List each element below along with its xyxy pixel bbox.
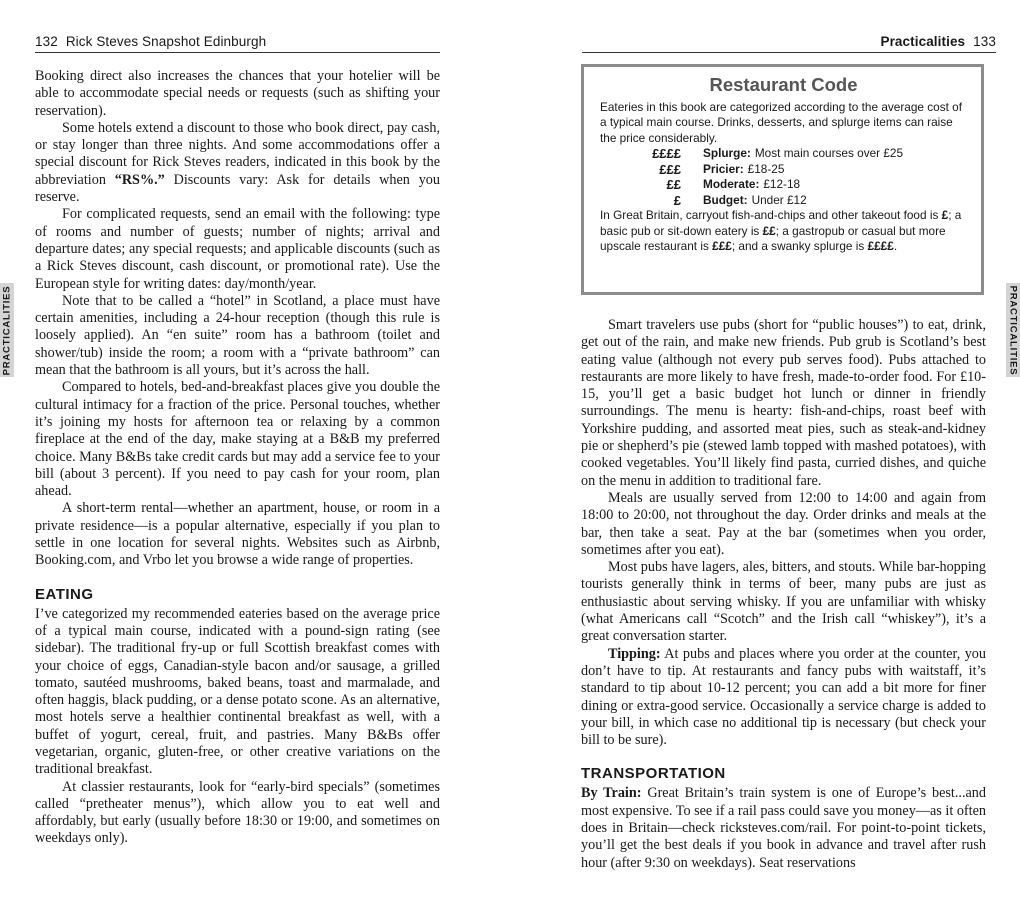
sidebar-outro xyxy=(600,208,967,255)
transportation-heading: TRANSPORTATION xyxy=(581,765,726,783)
price-symbol: £ xyxy=(673,192,681,208)
paragraph: I’ve categorized my recommended eateries based on the average price of a typical main course, indicated with a pound-sign rating (see sidebar). The traditional fry-up or full Scottish breakfast comes with your choice of eggs, Canadian-style bacon and/or sausage, a grilled tomato, sautéed mushrooms, baked beans, toast and marmalade, and often haggis, black pudding, or a dense potato scone. As an alternative, most hotels serve a healthier continental breakfast as well, with a buffet of yogurt, cereal, fruit, and pastries. Many B&Bs offer vegetarian, organic, gluten-free, or other creative variations on the traditional breakfast. xyxy=(35,605,440,778)
outro-symbol: £ xyxy=(941,208,949,222)
outro-symbol: ££££ xyxy=(867,239,894,253)
side-tab-text: PRACTICALITIES xyxy=(1,285,13,375)
right-text-column xyxy=(581,317,986,872)
side-tab-text: PRACTICALITIES xyxy=(1007,285,1019,375)
outro-text: . xyxy=(893,239,898,253)
outro-text: ; and a swanky splurge is xyxy=(731,239,868,253)
left-running-head xyxy=(35,31,440,53)
sidebar-intro: Eateries in this book are categorized according to the average cost of a typical main course. Drinks, desserts, and splurge items can raise the price considerably. xyxy=(600,99,962,145)
by-train-text: Great Britain’s train system is one of Europe’s best...and most expensive. To see if a rail pass could save you money—as it often does in Britain—check ricksteves.com/rail. For point-to-point tickets, you’ll get the best deals if you book in advance and travel after rush hour (after 9:30 on weekdays). Seat reservations xyxy=(581,785,986,871)
outro-symbol: £££ xyxy=(712,239,732,253)
by-train-label: By Train: xyxy=(581,785,642,802)
paragraph: Most pubs have lagers, ales, bitters, and stouts. While bar-hopping tourists generally think in terms of beer, many pubs are just as enthusiastic about serving whisky. If you are unfamiliar with whisky (what Americans call “Scotch” and the Irish call “whiskey”), it’s a great conversation starter. xyxy=(581,559,986,645)
price-label: Splurge: xyxy=(703,146,751,160)
book-title: Rick Steves Snapshot Edinburgh xyxy=(65,34,267,49)
by-train-paragraph xyxy=(581,785,986,871)
price-code-row xyxy=(600,193,967,209)
paragraph: At classier restaurants, look for “early-bird specials” (sometimes called “pretheater menus”), which allow you to eat well and affordably, but early (usually before 18:30 or 19:00, and sometimes on weekdays only). xyxy=(35,778,440,847)
price-desc: £12-18 xyxy=(763,177,801,191)
section-title: Practicalities xyxy=(880,34,966,49)
price-label: Budget: xyxy=(703,192,748,207)
paragraph-text: Some hotels extend a discount to those who book direct, pay cash, or stay longer than three nights. And some accommodations offer a special discount for Rick Steves readers, indicated in this book by the abbreviation xyxy=(35,119,440,188)
restaurant-code-sidebar xyxy=(581,64,984,295)
sidebar-title: Restaurant Code xyxy=(709,74,858,95)
left-page-number: 132 xyxy=(35,34,58,49)
price-symbol: £££ xyxy=(659,161,681,177)
eating-heading: EATING xyxy=(35,585,94,603)
outro-text: ; a gastropub or casual but more upscale restaurant is xyxy=(600,223,946,253)
outro-symbol: ££ xyxy=(762,223,776,238)
tipping-label: Tipping: xyxy=(608,645,661,662)
paragraph: Smart travelers use pubs (short for “public houses”) to eat, drink, get out of the rain, and make new friends. Pub grub is Scotland’s best eating value (although not every pub serves food). Pubs attached to restaurants are more likely to have fresh, made-to-order food. For £10-15, you’ll get a basic budget hot lunch or dinner in friendly surroundings. The menu is hearty: fish-and-chips, roast beef with Yorkshire pudding, and assorted meat pies, such as steak-and-kidney pie or shepherd’s pie (stewed lamb topped with mashed potatoes), with cooked vegetables. You’ll likely find pasta, curried dishes, and quiche on the menu in addition to traditional fare. xyxy=(581,317,986,489)
price-desc: Most main courses over £25 xyxy=(754,146,904,160)
price-desc: Under £12 xyxy=(751,192,807,207)
outro-text: In Great Britain, carryout fish-and-chips and other takeout food is xyxy=(600,208,942,222)
paragraph: For complicated requests, send an email with the following: type of rooms and number of guests; number of nights; arrival and departure dates; any special requests; and applicable discounts (such as a Rick Steves discount, cash discount, or promotional rate). Use the European style for writing dates: day/month/year. xyxy=(35,206,440,292)
outro-text: ; a basic pub or sit-down eatery is xyxy=(600,208,962,238)
paragraph-text: Discounts vary: Ask for details when you reserve. xyxy=(35,171,440,206)
price-code-row xyxy=(600,146,967,162)
price-symbol: ££££ xyxy=(652,146,681,161)
paragraph: A short-term rental—whether an apartment, house, or room in a private residence—is a popular alternative, especially if you plan to settle in one location for several nights. Websites such as Airbnb, Booking.com, and Vrbo let you browse a wide range of properties. xyxy=(35,500,440,569)
right-page-number: 133 xyxy=(973,34,996,49)
tipping-paragraph xyxy=(581,646,986,750)
right-running-head xyxy=(582,31,996,53)
paragraph: Meals are usually served from 12:00 to 14:00 and again from 18:00 to 20:00, not throughout the day. Order drinks and meals at the bar, then take a seat. Pay at the bar (sometimes when you order, sometimes after you eat). xyxy=(581,489,986,558)
price-code-row xyxy=(600,177,967,193)
price-symbol: ££ xyxy=(666,177,681,192)
paragraph xyxy=(35,120,440,206)
price-label: Moderate: xyxy=(703,177,760,191)
paragraph: Note that to be called a “hotel” in Scotland, a place must have certain amenities, including a 24-hour reception (though this rule is loosely applied). An “en suite” room has a bathroom (toilet and shower/tub) inside the room; a room with a “private bathroom” can mean that the bathroom is all yours, but it’s across the hall. xyxy=(35,292,440,379)
price-code-row xyxy=(600,162,967,178)
price-code-list xyxy=(600,146,967,208)
price-desc: £18-25 xyxy=(747,161,785,176)
left-side-tab-label xyxy=(0,283,14,377)
left-text-column xyxy=(35,68,440,848)
rs-discount-abbrev: “RS%.” xyxy=(114,171,165,188)
paragraph: Booking direct also increases the chances that your hotelier will be able to accommodate special needs or requests (such as shifting your reservation). xyxy=(35,68,440,119)
right-side-tab-label xyxy=(1006,283,1020,377)
tipping-text: At pubs and places where you order at the counter, you don’t have to tip. At restaurants and fancy pubs with waitstaff, it’s standard to tip about 10-12 percent; you can add a bit more for finer dining or extra-good service. Occasionally a service charge is added to your bill, in which case no additional tip is necessary (but check your bill to be sure). xyxy=(581,645,986,749)
price-label: Pricier: xyxy=(703,161,744,176)
paragraph: Compared to hotels, bed-and-breakfast places give you double the cultural intimacy for a fraction of the price. Personal touches, whether it’s joining my hosts for afternoon tea or relaxing by a common fireplace at the end of the day, make staying at a B&B my preferred choice. Many B&Bs take credit cards but may add a service fee to your bill (about 3 percent). If you need to pay cash for your room, plan ahead. xyxy=(35,379,440,500)
